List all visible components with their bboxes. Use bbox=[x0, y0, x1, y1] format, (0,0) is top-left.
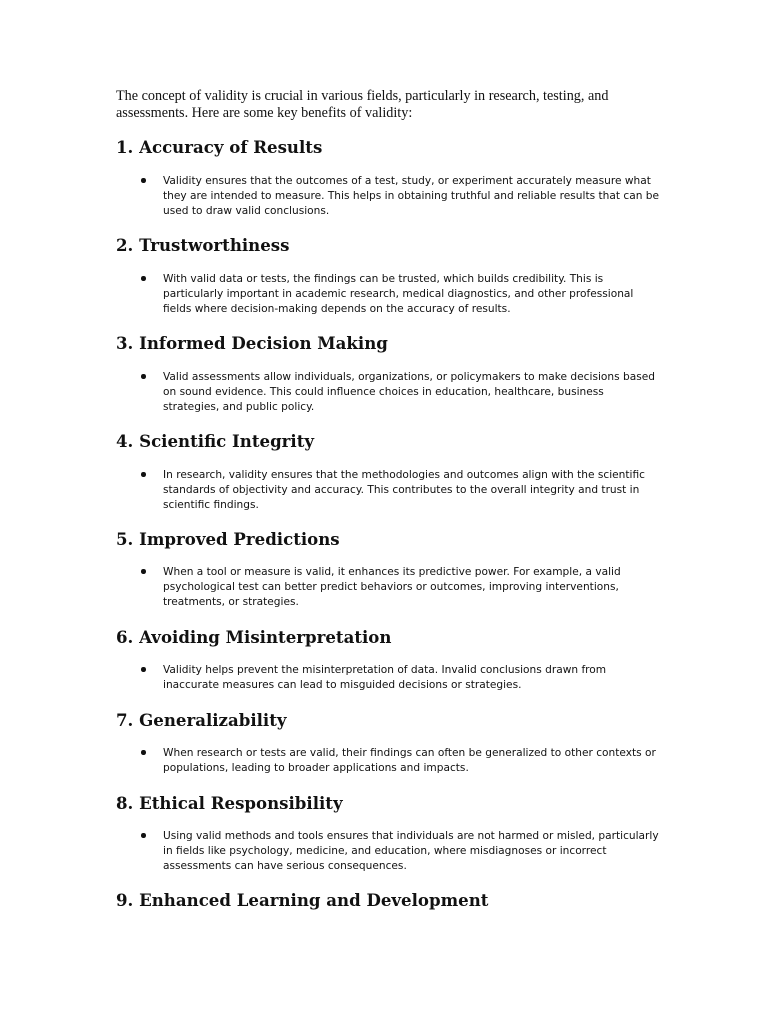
section-heading: 2. Trustworthiness bbox=[116, 235, 290, 255]
bullet-text: When research or tests are valid, their findings can often be generalized to other contexts or populations, leading to broader applications and impacts. bbox=[163, 747, 656, 774]
bullet-item bbox=[163, 663, 663, 693]
bullet-icon bbox=[141, 569, 146, 574]
bullet-icon bbox=[141, 667, 146, 672]
bullet-icon bbox=[141, 374, 146, 379]
section-heading: 3. Informed Decision Making bbox=[116, 333, 388, 353]
bullet-item bbox=[163, 272, 663, 316]
bullet-icon bbox=[141, 276, 146, 281]
bullet-icon bbox=[141, 178, 146, 183]
bullet-text: Using valid methods and tools ensures that individuals are not harmed or misled, particularly in fields like psychology, medicine, and education, where misdiagnoses or incorrect assessments can have serious consequences. bbox=[163, 830, 659, 872]
section-heading: 4. Scientific Integrity bbox=[116, 431, 315, 451]
bullet-text: Validity helps prevent the misinterpretation of data. Invalid conclusions drawn from inaccurate measures can lead to misguided decisions or strategies. bbox=[163, 664, 607, 691]
bullet-item bbox=[163, 174, 663, 218]
bullet-text: In research, validity ensures that the methodologies and outcomes align with the scientific standards of objectivity and accuracy. This contributes to the overall integrity and trust in scientific findings. bbox=[163, 469, 645, 511]
bullet-text: With valid data or tests, the findings can be trusted, which builds credibility. This is particularly important in academic research, medical diagnostics, and other professional fields where decision-making depends on the accuracy of results. bbox=[163, 273, 634, 315]
section-heading: 5. Improved Predictions bbox=[116, 529, 340, 549]
section-heading: 8. Ethical Responsibility bbox=[116, 793, 343, 813]
bullet-icon bbox=[141, 472, 146, 477]
bullet-item bbox=[163, 565, 663, 609]
section-heading: 9. Enhanced Learning and Development bbox=[116, 890, 489, 910]
section-heading: 7. Generalizability bbox=[116, 710, 287, 730]
bullet-item bbox=[163, 370, 663, 414]
bullet-text: Validity ensures that the outcomes of a test, study, or experiment accurately measure what they are intended to measure. This helps in obtaining truthful and reliable results that can be used to draw valid conclusions. bbox=[163, 175, 660, 217]
bullet-item bbox=[163, 746, 663, 776]
bullet-item bbox=[163, 829, 663, 873]
intro-paragraph: The concept of validity is crucial in various fields, particularly in research, testing, and assessments. Here are some key benefits of validity: bbox=[116, 88, 609, 121]
bullet-icon bbox=[141, 750, 146, 755]
bullet-item bbox=[163, 468, 663, 512]
bullet-icon bbox=[141, 833, 146, 838]
section-heading: 6. Avoiding Misinterpretation bbox=[116, 627, 392, 647]
bullet-text: When a tool or measure is valid, it enhances its predictive power. For example, a valid psychological test can better predict behaviors or outcomes, improving interventions, treatments, or strategies. bbox=[163, 566, 621, 608]
section-heading: 1. Accuracy of Results bbox=[116, 137, 323, 157]
bullet-text: Valid assessments allow individuals, organizations, or policymakers to make decisions based on sound evidence. This could influence choices in education, healthcare, business strategies, and public policy. bbox=[163, 371, 655, 413]
